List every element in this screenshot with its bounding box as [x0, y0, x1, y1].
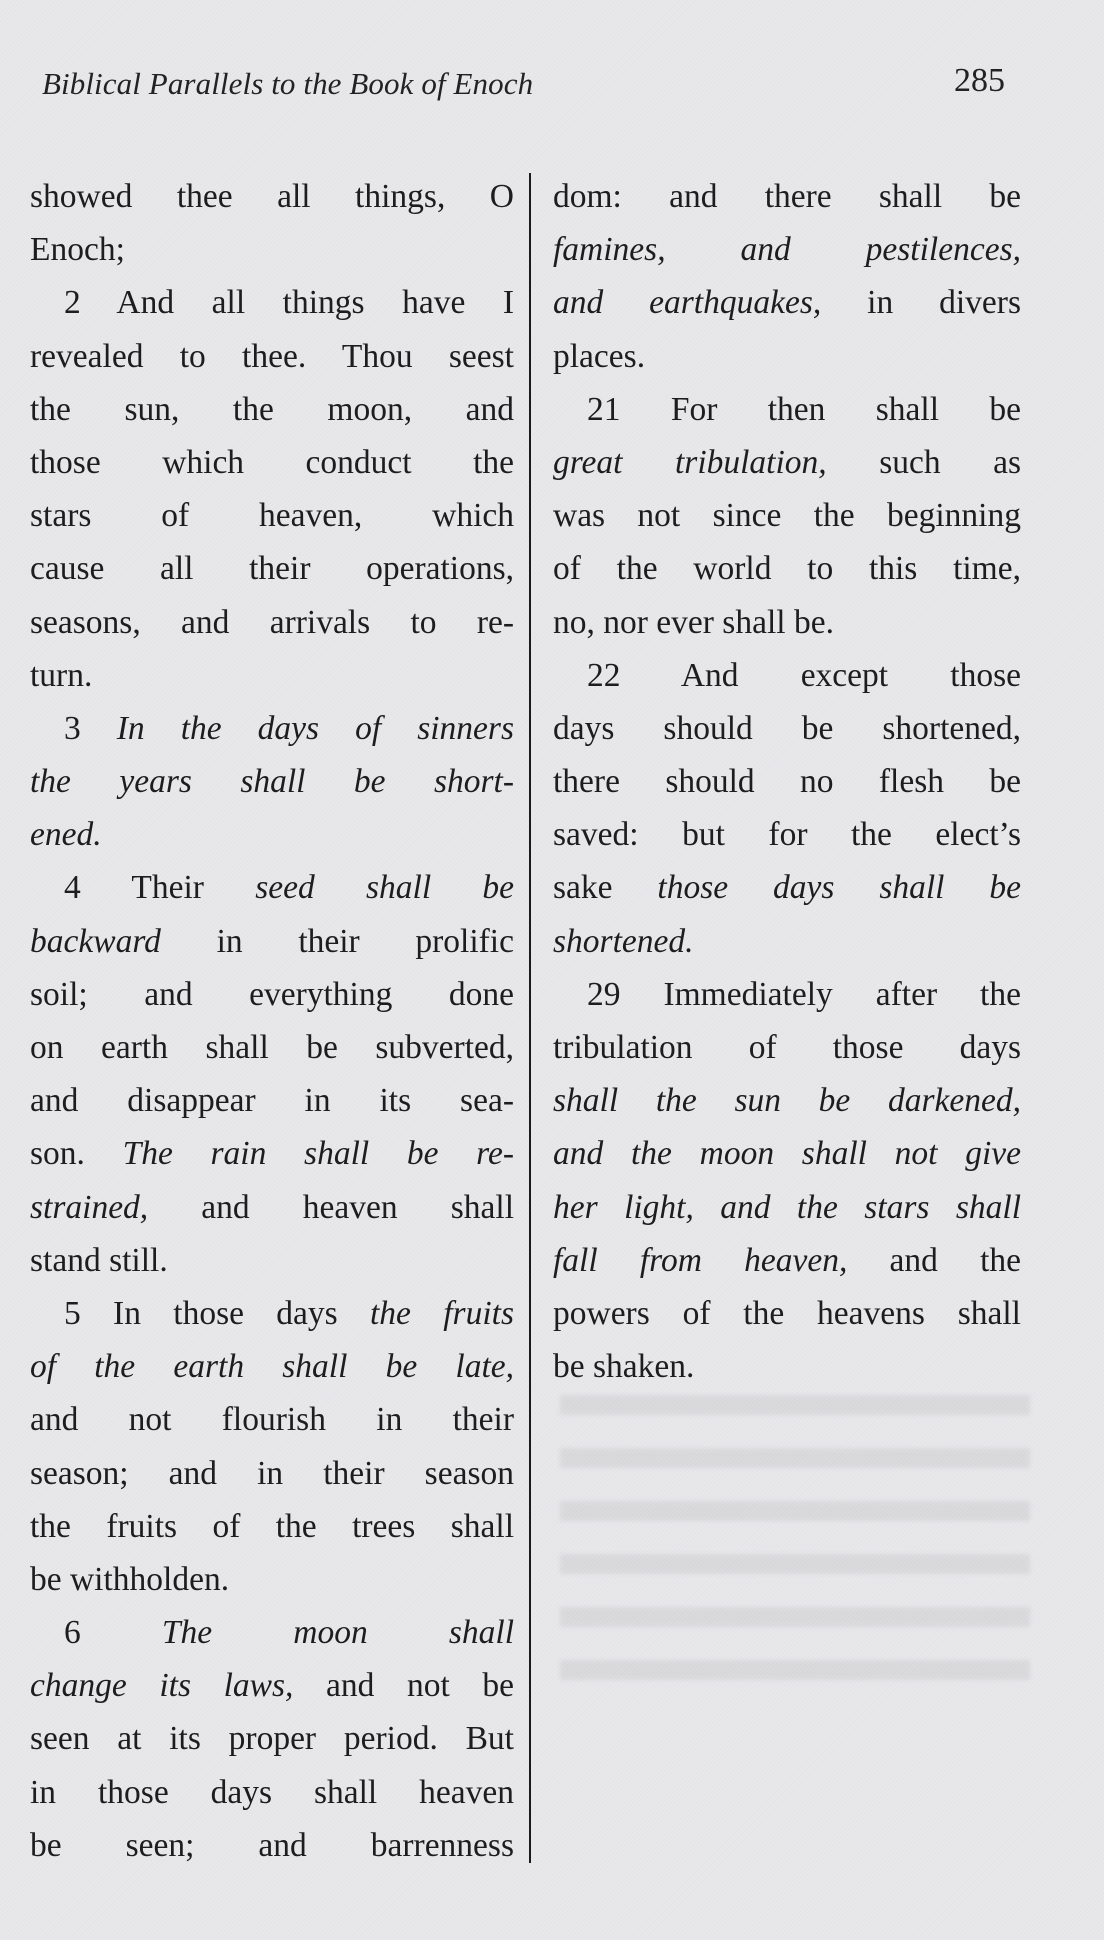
text-line [553, 702, 1021, 755]
text-line [553, 915, 1021, 968]
roman-text-segment: dom: and there shall be [553, 178, 1021, 215]
text-line [553, 383, 1021, 436]
roman-text-segment: turn. [30, 656, 93, 694]
text-line [30, 276, 514, 329]
roman-text-segment: powers of the heavens shall [553, 1294, 1021, 1332]
roman-text-segment: seen at its proper period. But [30, 1720, 514, 1758]
italic-text-segment: the years shall be short- [30, 763, 514, 801]
roman-text-segment: saved: but for the elect’s [553, 816, 1021, 854]
italic-text-segment: The rain shall be re- [122, 1135, 514, 1173]
roman-text-segment: 29 Immediately after the [587, 975, 1021, 1013]
italic-text-segment: those days shall be [657, 869, 1021, 907]
text-line [553, 489, 1021, 542]
italic-text-segment: backward [30, 922, 161, 960]
text-line [30, 1766, 514, 1819]
text-line [30, 1500, 514, 1553]
text-line [30, 968, 514, 1021]
text-line [553, 1234, 1021, 1287]
text-line [553, 276, 1021, 329]
text-line [553, 968, 1021, 1021]
roman-text-segment: season; and in their season [30, 1454, 514, 1492]
italic-text-segment: ened. [30, 816, 102, 854]
page-number: 285 [954, 62, 1005, 99]
text-line [553, 1340, 1021, 1393]
roman-text-segment: stars of heaven, which [30, 497, 514, 535]
text-line [30, 808, 514, 861]
roman-text-segment: and not flourish in their [30, 1401, 514, 1439]
italic-text-segment: and the moon shall not give [553, 1135, 1021, 1173]
italic-text-segment: shortened. [553, 922, 694, 960]
text-line [553, 1287, 1021, 1340]
roman-text-segment: and the [847, 1241, 1021, 1279]
roman-text-segment: Enoch; [30, 231, 125, 269]
text-line [30, 1447, 514, 1500]
roman-text-segment: 4 Their [64, 869, 256, 907]
roman-text-segment: son. [30, 1135, 123, 1173]
italic-text-segment: great tribulation, [553, 443, 827, 481]
roman-text-segment: stand still. [30, 1241, 168, 1279]
roman-text-segment: sake [553, 869, 658, 907]
text-line [30, 1021, 514, 1074]
text-line [553, 808, 1021, 861]
roman-text-segment: in their prolific [160, 922, 514, 960]
text-line [30, 330, 514, 383]
italic-text-segment: and earthquakes, [553, 284, 822, 322]
roman-text-segment: 22 And except those [587, 656, 1021, 694]
right-text-column [553, 170, 1021, 1393]
text-line [30, 1659, 514, 1712]
text-line [30, 649, 514, 702]
text-line [30, 1181, 514, 1234]
text-line [30, 1127, 514, 1180]
italic-text-segment: The moon shall [161, 1614, 514, 1652]
roman-text-segment: the sun, the moon, and [30, 390, 514, 428]
text-line [553, 223, 1021, 276]
text-line [553, 861, 1021, 914]
italic-text-segment: In the days of sinners [116, 709, 514, 747]
roman-text-segment: soil; and everything done [30, 975, 514, 1013]
roman-text-segment: be shaken. [553, 1348, 695, 1386]
text-line [30, 1393, 514, 1446]
text-line [553, 755, 1021, 808]
text-line [30, 1819, 514, 1872]
roman-text-segment: of the world to this time, [553, 550, 1021, 588]
text-line [30, 1234, 514, 1287]
italic-text-segment: of the earth shall be late, [30, 1348, 514, 1386]
italic-text-segment: fall from heaven, [553, 1241, 848, 1279]
roman-text-segment: and not be [293, 1667, 515, 1705]
text-line [30, 542, 514, 595]
text-line [553, 170, 1021, 223]
roman-text-segment: on earth shall be subverted, [30, 1029, 514, 1066]
roman-text-segment: be withholden. [30, 1560, 230, 1598]
italic-text-segment: her light, and the stars shall [553, 1188, 1021, 1226]
italic-text-segment: the fruits [370, 1294, 514, 1332]
roman-text-segment: places. [553, 337, 646, 375]
roman-text-segment: and heaven shall [148, 1188, 514, 1226]
text-line [553, 1074, 1021, 1127]
text-line [553, 1021, 1021, 1074]
italic-text-segment: change its laws, [30, 1667, 294, 1705]
text-line [30, 223, 514, 276]
text-line [30, 170, 514, 223]
roman-text-segment: revealed to thee. Thou seest [30, 337, 514, 375]
text-line [553, 596, 1021, 649]
italic-text-segment: strained, [30, 1188, 149, 1226]
italic-text-segment: seed shall be [255, 869, 514, 907]
text-line [30, 436, 514, 489]
show-through-text [560, 1395, 1030, 1695]
roman-text-segment: the fruits of the trees shall [30, 1507, 514, 1545]
text-line [553, 436, 1021, 489]
roman-text-segment: tribulation of those days [553, 1029, 1021, 1066]
text-line [30, 1712, 514, 1765]
roman-text-segment: no, nor ever shall be. [553, 603, 834, 641]
roman-text-segment: 6 [64, 1614, 162, 1652]
roman-text-segment: 2 And all things have I [64, 284, 514, 322]
roman-text-segment: 3 [64, 709, 117, 747]
italic-text-segment: shall the sun be darkened, [553, 1082, 1021, 1120]
text-line [30, 596, 514, 649]
text-line [30, 755, 514, 808]
text-line [30, 1287, 514, 1340]
roman-text-segment: cause all their operations, [30, 550, 514, 588]
roman-text-segment: there should no flesh be [553, 763, 1021, 801]
text-line [553, 1181, 1021, 1234]
roman-text-segment: those which conduct the [30, 443, 514, 481]
roman-text-segment: showed thee all things, O [30, 178, 514, 215]
text-line [30, 861, 514, 914]
roman-text-segment: was not since the beginning [553, 497, 1021, 535]
roman-text-segment: days should be shortened, [553, 709, 1021, 747]
roman-text-segment: and disappear in its sea- [30, 1082, 514, 1120]
roman-text-segment: be seen; and barrenness [30, 1826, 514, 1864]
roman-text-segment: 21 For then shall be [587, 390, 1021, 428]
text-line [30, 1074, 514, 1127]
column-divider-rule [529, 173, 531, 1863]
text-line [30, 1340, 514, 1393]
italic-text-segment: famines, and pestilences, [553, 231, 1021, 269]
text-line [553, 542, 1021, 595]
text-line [553, 649, 1021, 702]
text-line [30, 702, 514, 755]
running-title: Biblical Parallels to the Book of Enoch [42, 66, 534, 101]
roman-text-segment: seasons, and arrivals to re- [30, 603, 514, 641]
text-line [30, 383, 514, 436]
roman-text-segment: in those days shall heaven [30, 1773, 514, 1811]
roman-text-segment: in divers [821, 284, 1021, 322]
roman-text-segment: such as [826, 443, 1022, 481]
text-line [30, 915, 514, 968]
text-line [553, 330, 1021, 383]
left-text-column [30, 170, 514, 1872]
text-line [30, 1553, 514, 1606]
text-line [30, 489, 514, 542]
text-line [30, 1606, 514, 1659]
roman-text-segment: 5 In those days [64, 1294, 370, 1332]
text-line [553, 1127, 1021, 1180]
